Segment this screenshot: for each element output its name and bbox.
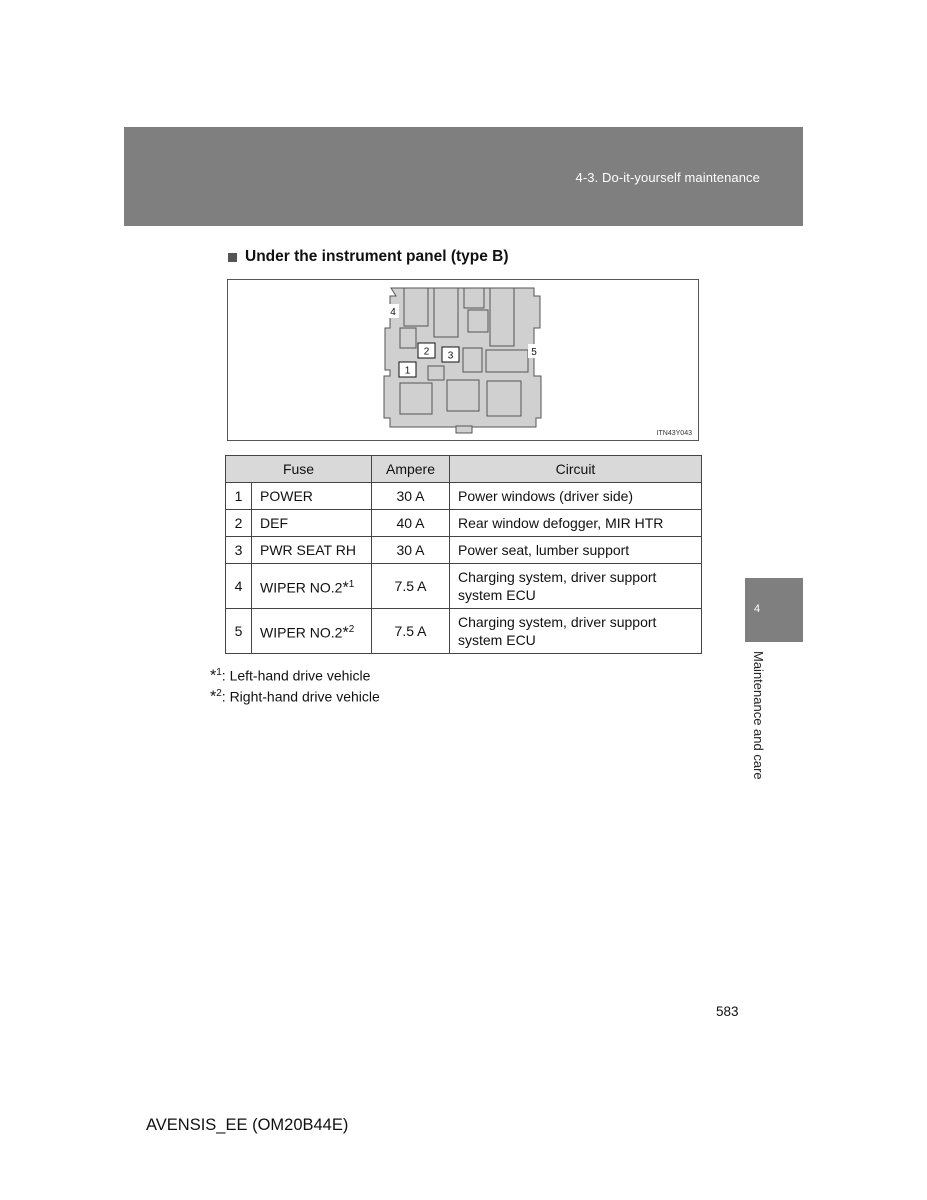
page-number: 583 — [716, 1004, 739, 1019]
table-row — [226, 564, 702, 609]
chapter-tab — [745, 578, 803, 642]
fuse-name: WIPER NO.2 — [260, 624, 343, 641]
fuse-ampere: 40 A — [372, 510, 450, 537]
callout-5: 5 — [531, 347, 537, 358]
callout-4: 4 — [390, 307, 396, 318]
callout-2: 2 — [423, 346, 430, 358]
figure-code: ITN43Y043 — [656, 430, 692, 437]
fuse-number: 5 — [226, 609, 252, 654]
footnote-mark: 2 — [216, 687, 222, 699]
fuse-number: 2 — [226, 510, 252, 537]
table-row — [226, 483, 702, 510]
fuse-number: 4 — [226, 564, 252, 609]
fuse-name: POWER — [252, 483, 372, 510]
chapter-number: 4 — [754, 603, 761, 615]
header-fuse: Fuse — [226, 456, 372, 483]
asterisk-mark: * — [342, 579, 349, 597]
header-circuit: Circuit — [450, 456, 702, 483]
fuse-circuit: Charging system, driver support system ECU — [450, 609, 702, 654]
fuse-ampere: 30 A — [372, 537, 450, 564]
table-row — [226, 510, 702, 537]
fuse-box-figure — [227, 279, 699, 441]
header-band — [124, 127, 803, 226]
callout-1: 1 — [404, 365, 411, 377]
fuse-name-cell — [252, 609, 372, 654]
footnote-item — [210, 685, 380, 706]
fuse-ampere: 7.5 A — [372, 609, 450, 654]
fuse-table — [225, 455, 702, 654]
table-row — [226, 537, 702, 564]
footnote-text: : Right-hand drive vehicle — [221, 688, 380, 705]
fuse-box-diagram — [228, 280, 700, 442]
fuse-circuit: Charging system, driver support system ECU — [450, 564, 702, 609]
footnote-item — [210, 664, 380, 685]
asterisk-mark: * — [342, 624, 349, 642]
asterisk-mark: * — [210, 688, 217, 706]
fuse-ampere: 7.5 A — [372, 564, 450, 609]
footnote-mark: 1 — [216, 667, 222, 678]
fuse-circuit: Rear window defogger, MIR HTR — [450, 510, 702, 537]
footnotes — [210, 664, 380, 705]
header-ampere: Ampere — [372, 456, 450, 483]
section-title: 4-3. Do-it-yourself maintenance — [575, 170, 760, 185]
relay-slot — [434, 288, 458, 337]
fuse-circuit: Power windows (driver side) — [450, 483, 702, 510]
fuse-ampere: 30 A — [372, 483, 450, 510]
table-row — [226, 609, 702, 654]
fuse-circuit: Power seat, lumber support — [450, 537, 702, 564]
heading-text: Under the instrument panel (type B) — [245, 248, 509, 265]
chapter-label: Maintenance and care — [751, 651, 766, 780]
asterisk-mark: * — [210, 667, 217, 685]
callout-3: 3 — [447, 350, 454, 362]
fuse-name: WIPER NO.2 — [260, 579, 343, 596]
fuse-name-cell — [252, 564, 372, 609]
square-bullet-icon — [228, 253, 237, 262]
footnote-ref: 1 — [348, 578, 355, 590]
table-header-row — [226, 456, 702, 483]
footnote-ref: 2 — [348, 623, 355, 635]
fuse-name: PWR SEAT RH — [252, 537, 372, 564]
document-id: AVENSIS_EE (OM20B44E) — [146, 1116, 349, 1134]
section-heading — [228, 248, 509, 266]
fuse-name: DEF — [252, 510, 372, 537]
fuse-number: 3 — [226, 537, 252, 564]
footnote-text: : Left-hand drive vehicle — [221, 667, 371, 684]
fuse-number: 1 — [226, 483, 252, 510]
